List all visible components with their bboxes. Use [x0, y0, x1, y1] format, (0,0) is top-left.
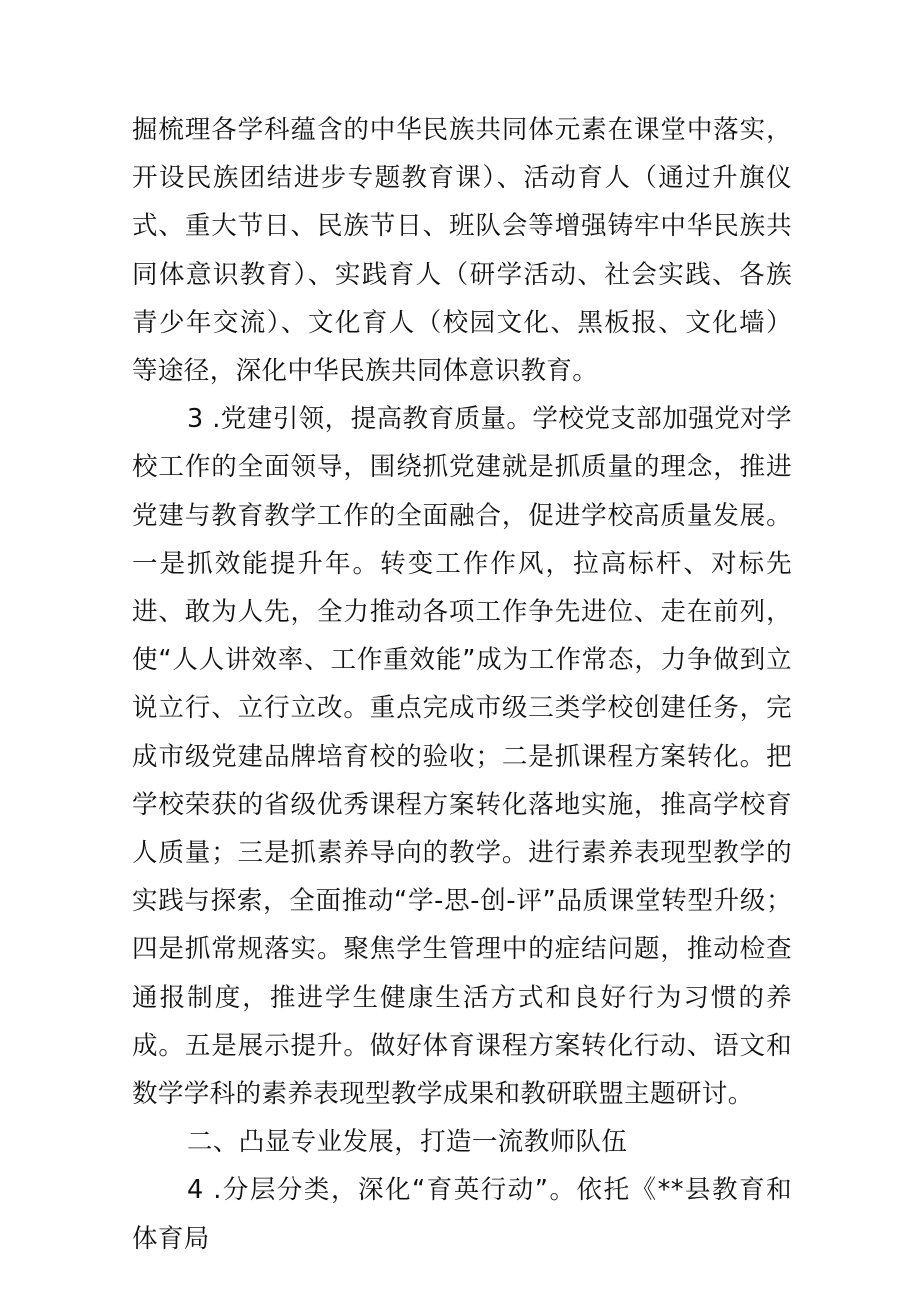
paragraph-national-unity-education: 掘梳理各学科蕴含的中华民族共同体元素在课堂中落实，开设民族团结进步专题教育课）、活动育人（通过升旗仪式、重大节日、民族节日、班队会等增强铸牢中华民族共同体意识教育）、实践育人（研学活动、社会实践、各族青少年交流）、文化育人（校园文化、黑板报、文化墙）等途径，深化中华民族共同体意识教育。: [132, 115, 792, 387]
document-body: [132, 106, 792, 1263]
paragraph-party-building: 3 .党建引领，提高教育质量。学校党支部加强党对学校工作的全面领导，围绕抓党建就是抓质量的理念，推进党建与教育教学工作的全面融合，促进学校高质量发展。一是抓效能提升年。转变工作作风，拉高标杆、对标先进、敢为人先，全力推动各项工作争先进位、走在前列，使“人人讲效率、工作重效能”成为工作常态，力争做到立说立行、立行立改。重点完成市级三类学校创建任务，完成市级党建品牌培育校的验收；二是抓课程方案转化。把学校荣获的省级优秀课程方案转化落地实施，推高学校育人质量；三是抓素养导向的教学。进行素养表现型教学的实践与探索，全面推动“学-思-创-评”品质课堂转型升级；四是抓常规落实。聚焦学生管理中的症结问题，推动检查通报制度，推进学生健康生活方式和良好行为习惯的养成。五是展示提升。做好体育课程方案转化行动、语文和数学学科的素养表现型教学成果和教研联盟主题研讨。: [132, 404, 792, 1110]
section-heading-teacher-development: 二、凸显专业发展，打造一流教师队伍: [187, 1127, 628, 1158]
paragraph-yuying-action: 4 .分层分类，深化“育英行动”。依托《**县教育和体育局: [132, 1175, 792, 1254]
